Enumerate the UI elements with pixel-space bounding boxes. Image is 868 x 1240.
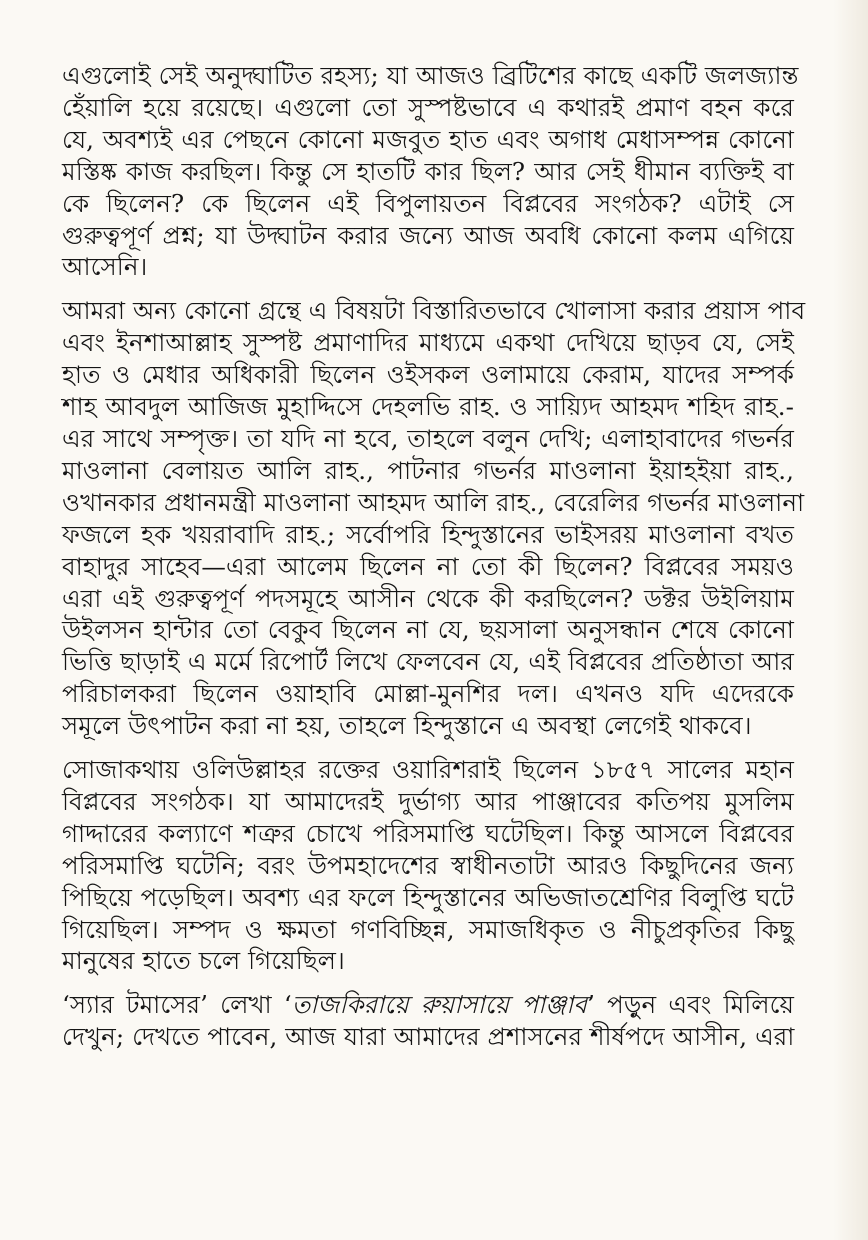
text-line: এবং ইনশাআল্লাহ সুস্পষ্ট প্রমাণাদির মাধ্যমে একথা দেখিয়ে ছাড়ব যে, সেই — [62, 328, 794, 358]
text-line: শাহ আবদুল আজিজ মুহাদ্দিসে দেহলভি রাহ. ও সায়্যিদ আহমদ শহিদ রাহ.- — [62, 392, 794, 422]
quote-tail-text: ’ পড়ুন এবং মিলিয়ে — [587, 990, 795, 1020]
text-line: সমূলে উৎপাটন করা না হয়, তাহলে হিন্দুস্তানে এ অবস্থা লেগেই থাকবে। — [62, 711, 752, 741]
text-line: দেখুন; দেখতে পাবেন, আজ যারা আমাদের প্রশাসনের শীর্ষপদে আসীন, এরা — [62, 1022, 795, 1052]
text-line: পরিচালকরা ছিলেন ওয়াহাবি মোল্লা-মুনশির দল। এখনও যদি এদেরকে — [62, 679, 794, 709]
text-line: আসেনি। — [62, 252, 148, 282]
text-line: বিপ্লবের সংগঠক। যা আমাদেরই দুর্ভাগ্য আর পাঞ্জাবের কতিপয় মুসলিম — [62, 786, 794, 816]
text-line: মাওলানা বেলায়ত আলি রাহ., পাটনার গভর্নর মাওলানা ইয়াহইয়া রাহ., — [62, 455, 794, 485]
text-line — [62, 989, 794, 1021]
text-line: ওখানকার প্রধানমন্ত্রী মাওলানা আহমদ আলি রাহ., বেরেলির গভর্নর মাওলানা — [62, 487, 805, 517]
text-line: মানুষের হাতে চলে গিয়েছিল। — [62, 946, 345, 976]
page-text — [62, 60, 806, 1053]
text-line: কে ছিলেন? কে ছিলেন এই বিপুলায়তন বিপ্লবের সংগঠক? এটাই সে — [62, 188, 794, 218]
text-line: পিছিয়ে পড়েছিল। অবশ্য এর ফলে হিন্দুস্তানের অভিজাতশ্রেণির বিলুপ্তি ঘটে — [62, 882, 794, 912]
text-line: এরা এই গুরুত্বপূর্ণ পদসমূহে আসীন থেকে কী করছিলেন? ডক্টর উইলিয়াম — [62, 583, 794, 613]
text-line: উইলসন হান্টার তো বেকুব ছিলেন না যে, ছয়সালা অনুসন্ধান শেষে কোনো — [62, 615, 794, 645]
text-line: হাত ও মেধার অধিকারী ছিলেন ওইসকল ওলামায়ে কেরাম, যাদের সম্পর্ক — [62, 360, 794, 390]
text-line: এগুলোই সেই অনুদ্ঘাটিত রহস্য; যা আজও ব্রিটিশের কাছে একটি জলজ্যান্ত — [62, 61, 799, 90]
text-line: পরিসমাপ্তি ঘটেনি; বরং উপমহাদেশের স্বাধীনতাটা আরও কিছুদিনের জন্য — [62, 850, 794, 880]
quote-lead-text: ‘স্যার টমাসের’ লেখা ‘ — [62, 990, 292, 1020]
text-line: যে, অবশ্যই এর পেছনে কোনো মজবুত হাত এবং অগাধ মেধাসম্পন্ন কোনো — [62, 124, 794, 154]
paragraph-1 — [62, 60, 799, 283]
text-line: গাদ্দারের কল্যাণে শত্রুর চোখে পরিসমাপ্তি ঘটেছিল। কিন্তু আসলে বিপ্লবের — [62, 818, 794, 848]
paragraph-4 — [62, 989, 794, 1053]
text-line: ভিত্তি ছাড়াই এ মর্মে রিপোর্ট লিখে ফেলবেন যে, এই বিপ্লবের প্রতিষ্ঠাতা আর — [62, 647, 794, 677]
text-line: হেঁয়ালি হয়ে রয়েছে। এগুলো তো সুস্পষ্টভাবে এ কথারই প্রমাণ বহন করে — [62, 92, 794, 122]
text-line: বাহাদুর সাহেব—এরা আলেম ছিলেন না তো কী ছিলেন? বিপ্লবের সময়ও — [62, 551, 794, 581]
paragraph-2 — [62, 295, 806, 742]
text-line: আমরা অন্য কোনো গ্রন্থে এ বিষয়টা বিস্তারিতভাবে খোলাসা করার প্রয়াস পাব — [62, 296, 806, 326]
text-line: মস্তিষ্ক কাজ করছিল। কিন্তু সে হাতটি কার ছিল? আর সেই ধীমান ব্যক্তিই বা — [62, 156, 794, 186]
text-line: গিয়েছিল। সম্পদ ও ক্ষমতা গণবিচ্ছিন্ন, সমাজধিকৃত ও নীচুপ্রকৃতির কিছু — [62, 914, 794, 944]
text-line: এর সাথে সম্পৃক্ত। তা যদি না হবে, তাহলে বলুন দেখি; এলাহাবাদের গভর্নর — [62, 423, 794, 453]
text-line: সোজাকথায় ওলিউল্লাহর রক্তের ওয়ারিশরাই ছিলেন ১৮৫৭ সালের মহান — [62, 755, 794, 785]
book-title-italic: তাজকিরায়ে রুয়াসায়ে পাঞ্জাব — [291, 990, 588, 1020]
text-line: ফজলে হক খয়রাবাদি রাহ.; সর্বোপরি হিন্দুস্তানের ভাইসরয় মাওলানা বখত — [62, 519, 794, 549]
text-line: গুরুত্বপূর্ণ প্রশ্ন; যা উদ্ঘাটন করার জন্যে আজ অবধি কোনো কলম এগিয়ে — [62, 220, 794, 250]
paragraph-3 — [62, 754, 794, 977]
